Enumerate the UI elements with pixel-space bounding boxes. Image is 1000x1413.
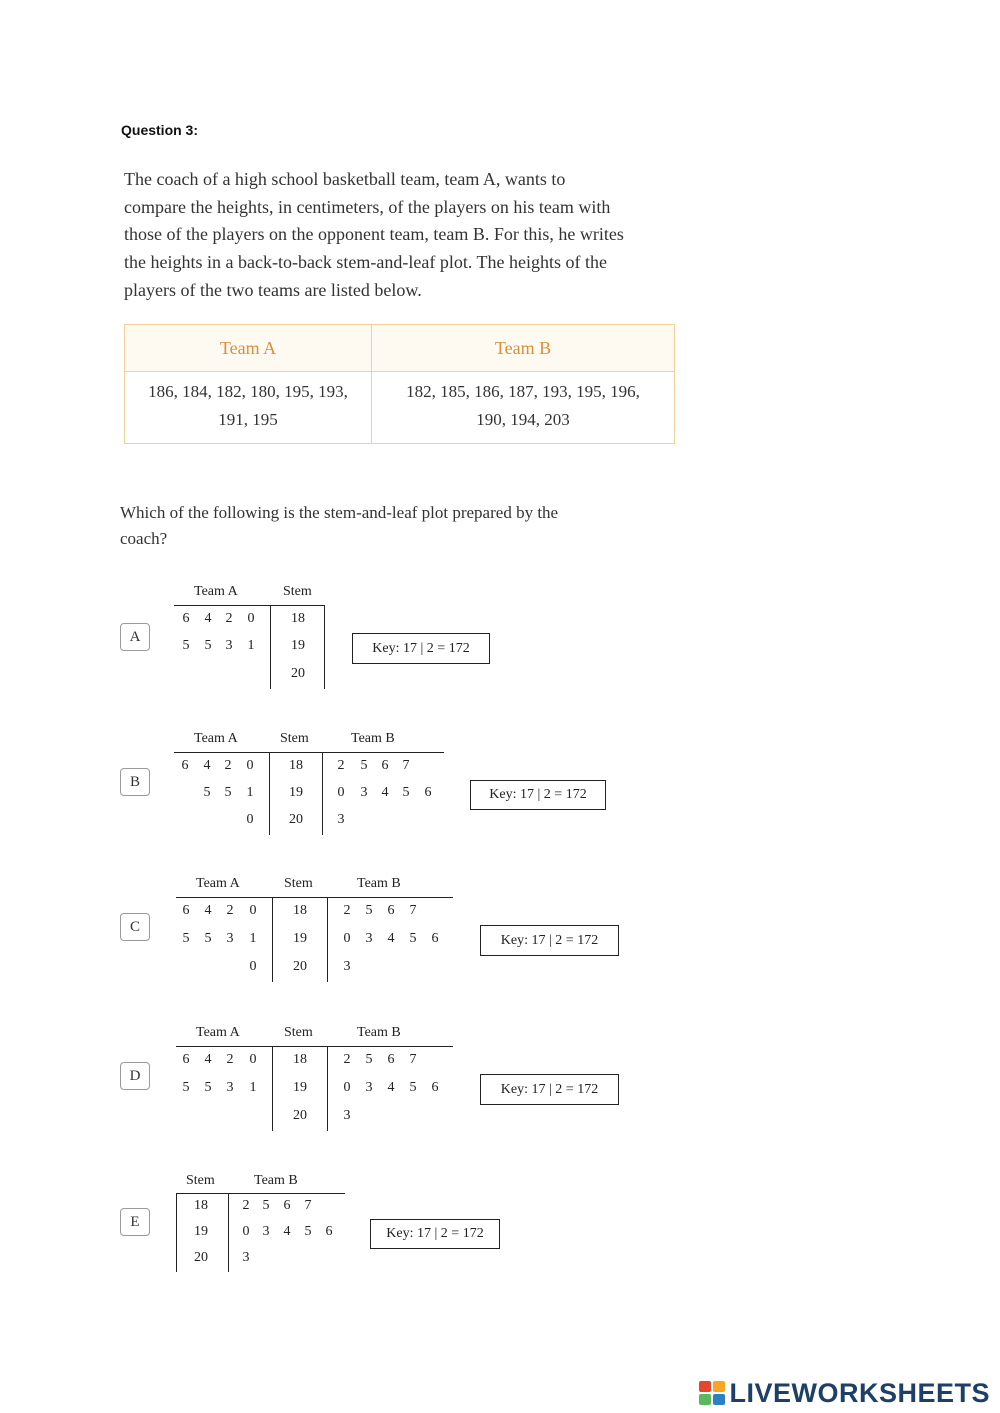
leaf: 3 bbox=[242, 1250, 250, 1265]
leaf: 7 bbox=[304, 1198, 312, 1213]
leaf: 6 bbox=[182, 903, 190, 918]
plot-divider-right bbox=[327, 1046, 328, 1131]
leaf: 2 bbox=[226, 903, 234, 918]
leaf: 0 bbox=[343, 931, 351, 946]
plot-key: Key: 17 | 2 = 172 bbox=[370, 1219, 500, 1249]
leaf: 4 bbox=[204, 1052, 212, 1067]
leaf: 6 bbox=[387, 1052, 395, 1067]
leaf: 4 bbox=[387, 1080, 395, 1095]
heights-table bbox=[124, 324, 675, 444]
heights-team-a-line: 191, 195 bbox=[218, 410, 278, 429]
stem-header: Stem bbox=[284, 876, 313, 891]
leaf: 0 bbox=[246, 812, 254, 827]
leaf: 3 bbox=[262, 1224, 270, 1239]
leaf: 0 bbox=[249, 903, 257, 918]
leaf: 6 bbox=[182, 1052, 190, 1067]
leaf: 5 bbox=[360, 758, 368, 773]
leaf: 6 bbox=[283, 1198, 291, 1213]
plot-divider-left bbox=[272, 1046, 273, 1131]
leaf: 5 bbox=[203, 785, 211, 800]
leaf: 4 bbox=[387, 931, 395, 946]
leaf: 3 bbox=[226, 1080, 234, 1095]
leaf: 0 bbox=[242, 1224, 250, 1239]
liveworksheets-brand: LIVEWORKSHEETS bbox=[729, 1377, 990, 1408]
heights-header-team-a: Team A bbox=[125, 325, 371, 371]
leaf: 3 bbox=[337, 812, 345, 827]
leaf: 1 bbox=[246, 785, 254, 800]
plot-divider-left bbox=[269, 752, 270, 835]
leaf: 2 bbox=[225, 611, 233, 626]
question-prompt bbox=[120, 500, 640, 552]
leaf: 2 bbox=[337, 758, 345, 773]
leaf: 5 bbox=[182, 931, 190, 946]
leaf: 5 bbox=[182, 638, 190, 653]
question-title: Question 3: bbox=[121, 122, 199, 138]
team-b-header: Team B bbox=[351, 731, 395, 746]
stem: 20 bbox=[293, 1108, 307, 1123]
logo-square bbox=[713, 1394, 725, 1405]
stem: 19 bbox=[291, 638, 305, 653]
leaf: 5 bbox=[182, 1080, 190, 1095]
question-intro bbox=[124, 166, 684, 305]
stem-header: Stem bbox=[280, 731, 309, 746]
prompt-line: Which of the following is the stem-and-leaf plot prepared by the bbox=[120, 503, 559, 522]
leaf: 7 bbox=[409, 1052, 417, 1067]
stem: 20 bbox=[293, 959, 307, 974]
stem: 20 bbox=[289, 812, 303, 827]
leaf: 1 bbox=[249, 931, 257, 946]
leaf: 0 bbox=[343, 1080, 351, 1095]
leaf: 4 bbox=[203, 758, 211, 773]
plot-divider-right bbox=[228, 1193, 229, 1272]
leaf: 5 bbox=[204, 1080, 212, 1095]
stem-header: Stem bbox=[284, 1025, 313, 1040]
leaf: 5 bbox=[365, 903, 373, 918]
stem: 19 bbox=[194, 1224, 208, 1239]
team-a-header: Team A bbox=[196, 876, 240, 891]
stem: 18 bbox=[194, 1198, 208, 1213]
option-c-checkbox[interactable]: C bbox=[120, 913, 150, 941]
leaf: 5 bbox=[204, 638, 212, 653]
leaf: 7 bbox=[402, 758, 410, 773]
leaf: 4 bbox=[204, 903, 212, 918]
leaf: 2 bbox=[242, 1198, 250, 1213]
plot-divider-right bbox=[327, 897, 328, 982]
leaf: 3 bbox=[343, 959, 351, 974]
heights-team-a-values bbox=[125, 371, 371, 443]
logo-square bbox=[699, 1381, 711, 1392]
leaf: 0 bbox=[246, 758, 254, 773]
intro-line: those of the players on the opponent team, team B. For this, he writes bbox=[124, 224, 624, 245]
leaf: 6 bbox=[424, 785, 432, 800]
plot-header-rule bbox=[174, 752, 444, 753]
leaf: 5 bbox=[224, 785, 232, 800]
liveworksheets-logo-icon bbox=[699, 1381, 725, 1405]
plot-header-rule bbox=[174, 605, 325, 606]
team-b-header: Team B bbox=[357, 1025, 401, 1040]
option-b-checkbox[interactable]: B bbox=[120, 768, 150, 796]
leaf: 6 bbox=[325, 1224, 333, 1239]
leaf: 2 bbox=[224, 758, 232, 773]
logo-square bbox=[699, 1394, 711, 1405]
plot-divider-right bbox=[324, 605, 325, 689]
leaf: 0 bbox=[249, 1052, 257, 1067]
plot-header-rule bbox=[176, 1046, 453, 1047]
team-b-header: Team B bbox=[357, 876, 401, 891]
leaf: 3 bbox=[360, 785, 368, 800]
heights-team-b-line: 190, 194, 203 bbox=[476, 410, 570, 429]
leaf: 5 bbox=[304, 1224, 312, 1239]
heights-team-b-values bbox=[372, 371, 674, 443]
leaf: 0 bbox=[249, 959, 257, 974]
leaf: 4 bbox=[204, 611, 212, 626]
leaf: 6 bbox=[431, 1080, 439, 1095]
prompt-line: coach? bbox=[120, 529, 168, 548]
leaf: 0 bbox=[247, 611, 255, 626]
leaf: 6 bbox=[182, 611, 190, 626]
leaf: 5 bbox=[204, 931, 212, 946]
leaf: 5 bbox=[409, 931, 417, 946]
leaf: 1 bbox=[249, 1080, 257, 1095]
intro-line: players of the two teams are listed below. bbox=[124, 279, 422, 300]
leaf: 3 bbox=[365, 931, 373, 946]
plot-key: Key: 17 | 2 = 172 bbox=[480, 1074, 619, 1105]
option-a-checkbox[interactable]: A bbox=[120, 623, 150, 651]
leaf: 5 bbox=[409, 1080, 417, 1095]
stem: 18 bbox=[293, 1052, 307, 1067]
stem: 19 bbox=[293, 1080, 307, 1095]
stem: 18 bbox=[289, 758, 303, 773]
stem: 19 bbox=[293, 931, 307, 946]
team-a-header: Team A bbox=[194, 731, 238, 746]
option-e-checkbox[interactable]: E bbox=[120, 1208, 150, 1236]
leaf: 3 bbox=[226, 931, 234, 946]
stem: 18 bbox=[291, 611, 305, 626]
leaf: 2 bbox=[343, 1052, 351, 1067]
plot-key: Key: 17 | 2 = 172 bbox=[480, 925, 619, 956]
leaf: 2 bbox=[343, 903, 351, 918]
intro-line: compare the heights, in centimeters, of the players on his team with bbox=[124, 196, 611, 217]
leaf: 6 bbox=[381, 758, 389, 773]
plot-key: Key: 17 | 2 = 172 bbox=[352, 633, 490, 664]
leaf: 2 bbox=[226, 1052, 234, 1067]
plot-header-rule bbox=[176, 1193, 345, 1194]
team-b-header: Team B bbox=[254, 1173, 298, 1188]
heights-team-b-line: 182, 185, 186, 187, 193, 195, 196, bbox=[406, 382, 640, 401]
leaf: 4 bbox=[381, 785, 389, 800]
logo-square bbox=[713, 1381, 725, 1392]
leaf: 1 bbox=[247, 638, 255, 653]
plot-divider-left bbox=[272, 897, 273, 982]
leaf: 7 bbox=[409, 903, 417, 918]
plot-divider-left bbox=[270, 605, 271, 689]
plot-divider-left bbox=[176, 1193, 177, 1272]
intro-line: the heights in a back-to-back stem-and-leaf plot. The heights of the bbox=[124, 252, 608, 273]
stem: 19 bbox=[289, 785, 303, 800]
stem: 20 bbox=[194, 1250, 208, 1265]
leaf: 0 bbox=[337, 785, 345, 800]
stem: 20 bbox=[291, 666, 305, 681]
plot-header-rule bbox=[176, 897, 453, 898]
stem: 18 bbox=[293, 903, 307, 918]
leaf: 5 bbox=[262, 1198, 270, 1213]
leaf: 6 bbox=[181, 758, 189, 773]
plot-divider-right bbox=[322, 752, 323, 835]
intro-line: The coach of a high school basketball team, team A, wants to bbox=[124, 169, 566, 189]
heights-team-a-line: 186, 184, 182, 180, 195, 193, bbox=[148, 382, 348, 401]
leaf: 3 bbox=[343, 1108, 351, 1123]
leaf: 3 bbox=[225, 638, 233, 653]
leaf: 3 bbox=[365, 1080, 373, 1095]
leaf: 5 bbox=[365, 1052, 373, 1067]
heights-header-team-b: Team B bbox=[372, 325, 674, 371]
liveworksheets-logo bbox=[699, 1378, 990, 1408]
leaf: 6 bbox=[431, 931, 439, 946]
leaf: 4 bbox=[283, 1224, 291, 1239]
option-d-checkbox[interactable]: D bbox=[120, 1062, 150, 1090]
stem-header: Stem bbox=[186, 1173, 215, 1188]
plot-key: Key: 17 | 2 = 172 bbox=[470, 780, 606, 810]
leaf: 5 bbox=[402, 785, 410, 800]
leaf: 6 bbox=[387, 903, 395, 918]
team-a-header: Team A bbox=[194, 584, 238, 599]
stem-header: Stem bbox=[283, 584, 312, 599]
team-a-header: Team A bbox=[196, 1025, 240, 1040]
